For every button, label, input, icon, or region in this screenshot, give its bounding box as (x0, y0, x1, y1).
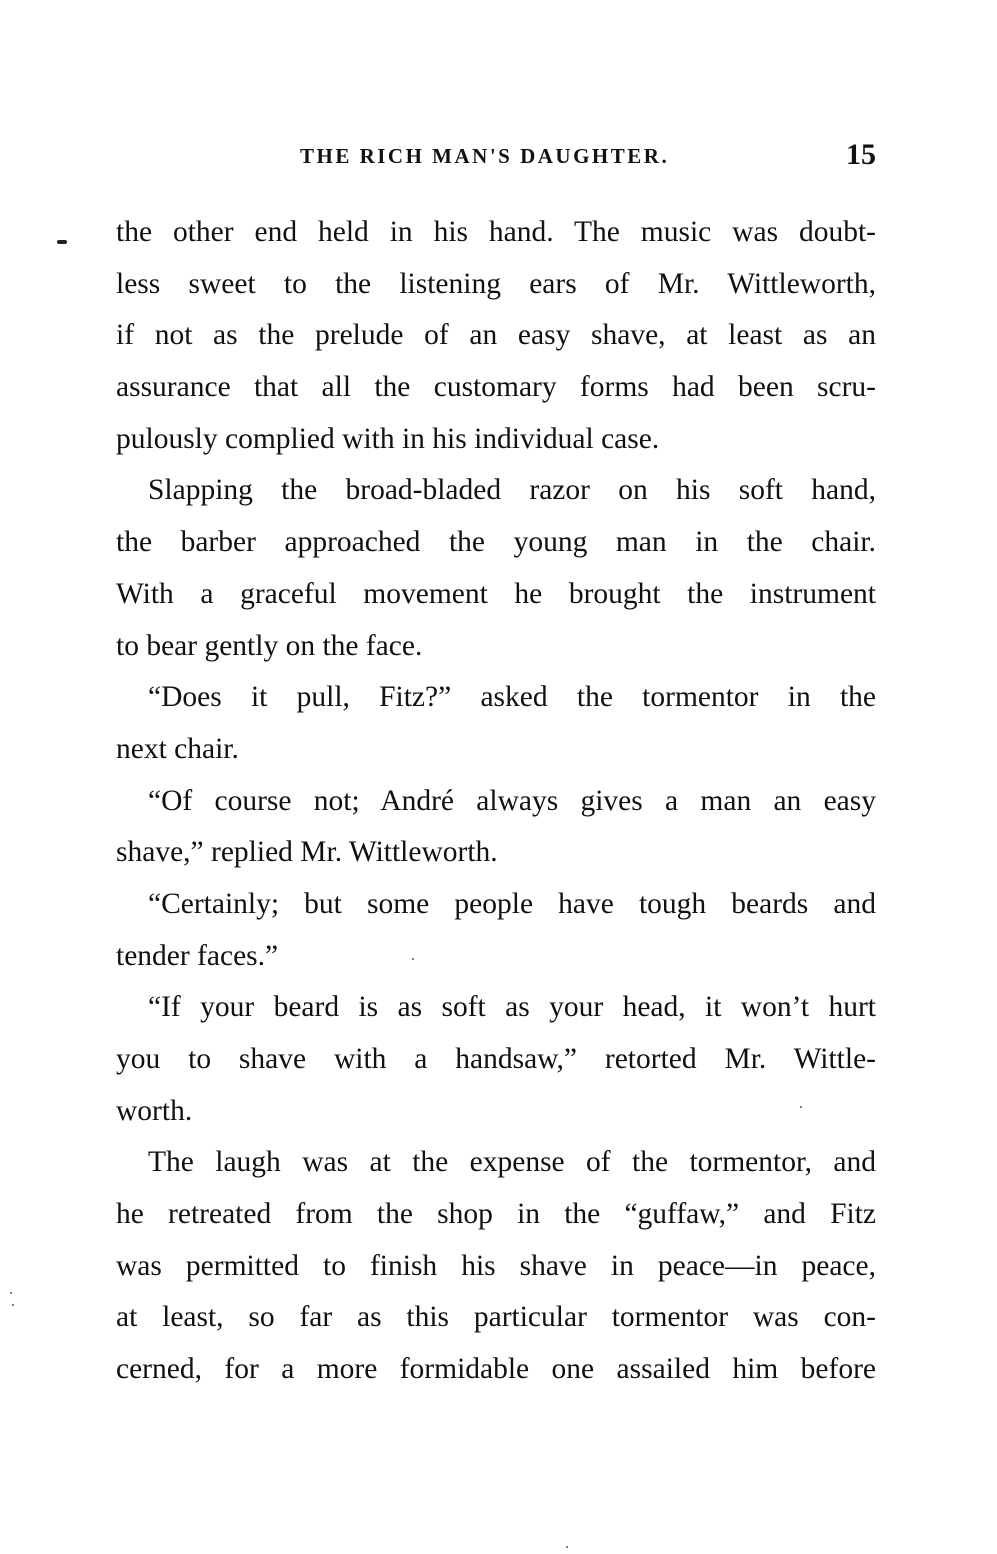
paper-speck (10, 1292, 12, 1294)
text-line: With a graceful movement he brought the instrument (116, 577, 876, 610)
text-line: Slapping the broad-bladed razor on his soft hand, (148, 474, 876, 507)
text-line: “Does it pull, Fitz?” asked the tormentor in the (148, 681, 876, 714)
text-line: less sweet to the listening ears of Mr. Wittleworth, (116, 267, 876, 300)
text-line: “Of course not; André always gives a man an easy (148, 784, 876, 817)
text-line: pulously complied with in his individual case. (116, 422, 660, 455)
paper-speck (800, 1106, 802, 1108)
text-line: to bear gently on the face. (116, 629, 423, 662)
margin-ink-mark (57, 240, 67, 244)
text-line: The laugh was at the expense of the tormentor, and (148, 1146, 876, 1179)
text-line: the barber approached the young man in the chair. (116, 526, 876, 559)
text-line: “If your beard is as soft as your head, it won’t hurt (148, 991, 876, 1024)
text-line: cerned, for a more formidable one assailed him before (116, 1353, 876, 1386)
text-line: shave,” replied Mr. Wittleworth. (116, 836, 498, 869)
text-line: tender faces.” (116, 939, 279, 972)
running-head (116, 138, 876, 178)
text-line: worth. (116, 1094, 193, 1127)
text-line: you to shave with a handsaw,” retorted Mr. Wittle- (116, 1043, 876, 1075)
paper-speck (412, 958, 414, 960)
page-number: 15 (846, 138, 876, 171)
text-line: was permitted to finish his shave in peace—in peace, (116, 1249, 876, 1282)
paper-speck (12, 1304, 14, 1306)
body-text (116, 207, 876, 1396)
text-line: at least, so far as this particular tormentor was con- (116, 1301, 876, 1334)
text-line: the other end held in his hand. The music was doubt- (116, 216, 876, 248)
text-line: if not as the prelude of an easy shave, at least as an (116, 319, 876, 352)
text-line: “Certainly; but some people have tough beards and (148, 887, 876, 920)
text-line: next chair. (116, 732, 239, 765)
text-line: he retreated from the shop in the “guffaw,” and Fitz (116, 1198, 876, 1231)
paper-speck (566, 1546, 568, 1548)
running-head-title: THE RICH MAN'S DAUGHTER. (300, 144, 670, 168)
text-line: assurance that all the customary forms had been scru- (116, 371, 876, 404)
